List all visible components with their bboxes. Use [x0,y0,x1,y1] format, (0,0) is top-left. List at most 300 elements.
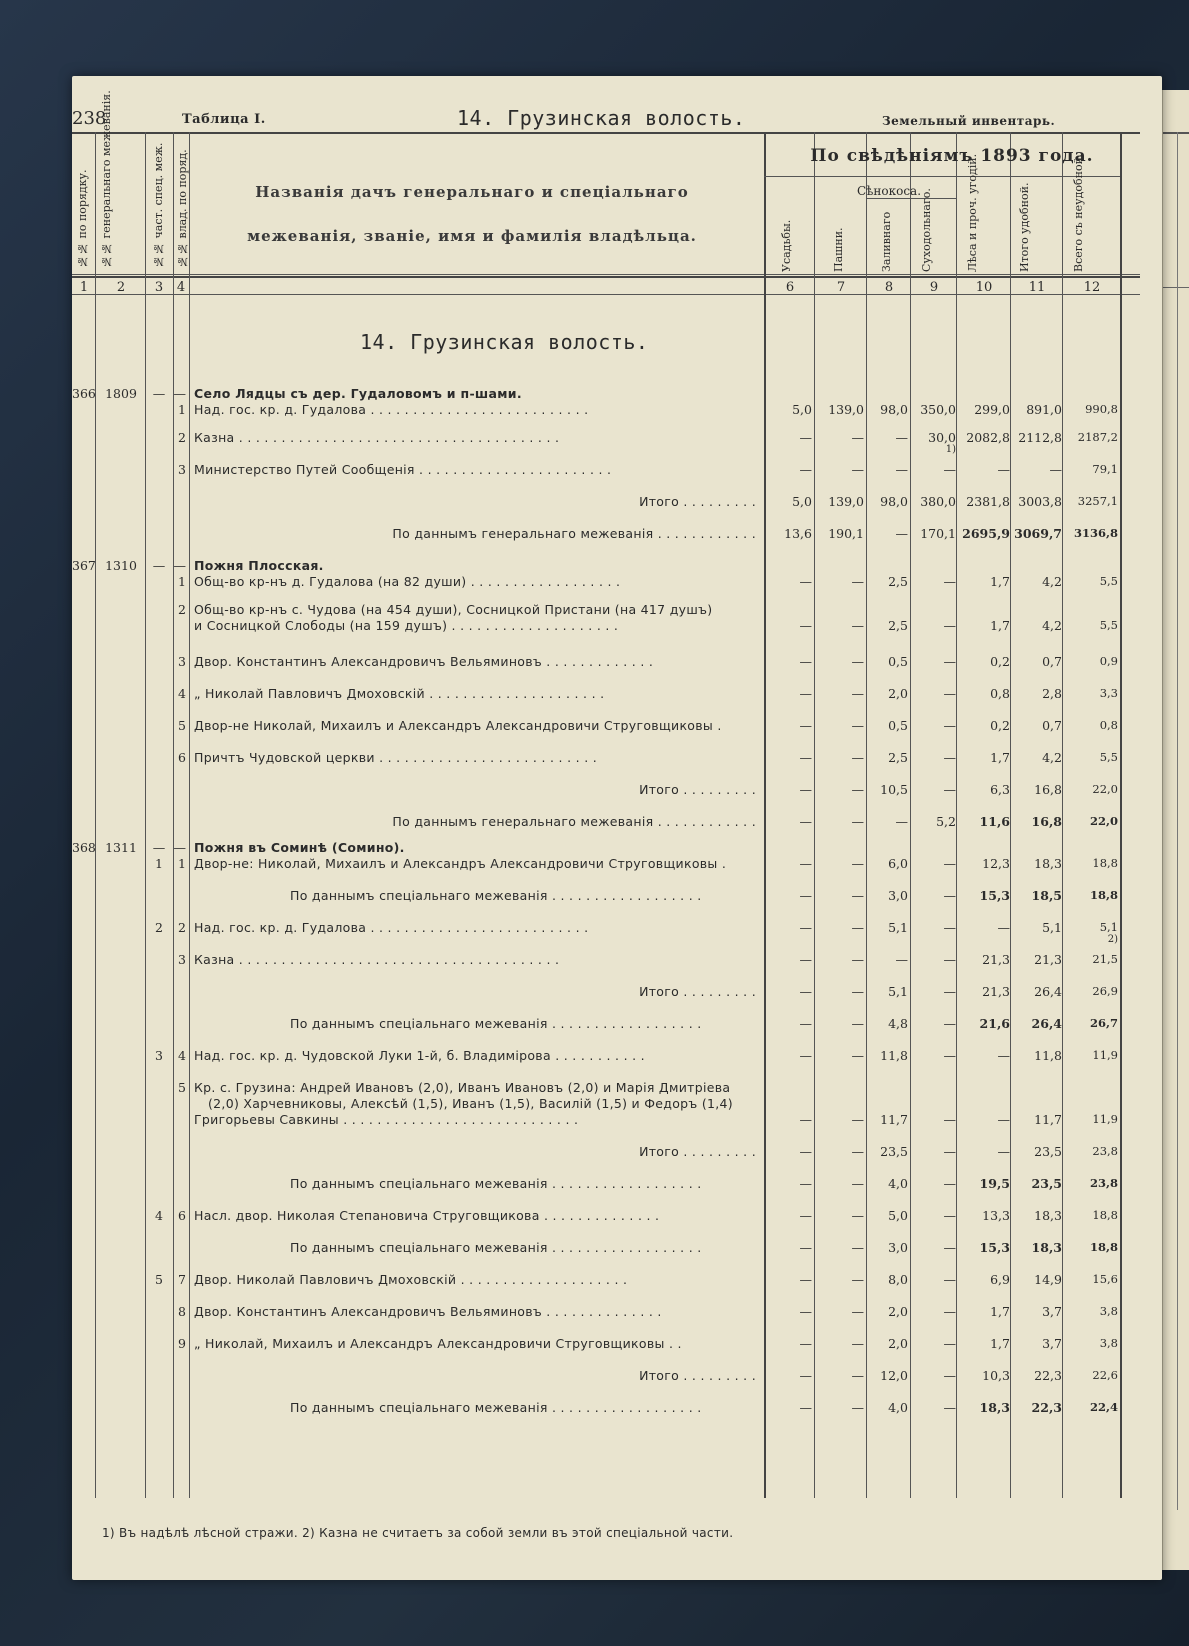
owner-order-cell: 2 [178,430,186,445]
col-dry-hay-header: Суходольнаго. [920,188,933,272]
value-col-11: 18,3 [1031,1240,1062,1255]
value-col-9: — [943,1112,956,1127]
value-col-11: 26,4 [1031,1016,1062,1031]
special-survey-cell: — [152,558,166,573]
value-col-6: — [799,1336,812,1351]
value-col-11: 22,3 [1031,1400,1062,1415]
value-col-12: 5,1 [1099,920,1118,934]
value-col-6: — [799,750,812,765]
value-col-11: 26,4 [1034,984,1062,999]
value-col-11: 3,7 [1042,1304,1062,1319]
value-col-10: 2695,9 [962,526,1010,541]
special-survey-cell: — [152,386,166,401]
value-col-8: — [895,814,908,829]
owner-description: Итого . . . . . . . . . [639,494,756,509]
value-col-7: 139,0 [828,402,864,417]
value-col-8: — [895,952,908,967]
value-col-9: — [943,920,956,935]
value-col-11: 18,3 [1034,856,1062,871]
owner-description: Кр. с. Грузина: Андрей Ивановъ (2,0), Иванъ Ивановъ (2,0) и Марія Дмитріева [194,1080,731,1095]
value-col-7: — [851,920,864,935]
owner-description: По даннымъ спеціальнаго межеванія . . . . . . . . . . . . . . . . . . [290,888,702,903]
value-col-11: 2,8 [1042,686,1062,701]
value-col-8: 10,5 [880,782,908,797]
value-col-6: — [799,888,812,903]
value-col-6: — [799,718,812,733]
value-col-12: 5,5 [1099,618,1118,632]
col-flood-hay-header: Заливнаго [880,211,893,272]
value-col-12: 990,8 [1085,402,1118,416]
value-col-10: 1,7 [990,1304,1010,1319]
value-col-8: 2,5 [888,618,908,633]
value-col-8: 23,5 [880,1144,908,1159]
value-col-7: — [851,462,864,477]
value-col-12: 22,0 [1089,814,1118,828]
value-col-7: — [851,1048,864,1063]
value-col-8: 98,0 [880,402,908,417]
value-col-7: — [851,1016,864,1031]
owner-description: По даннымъ спеціальнаго межеванія . . . . . . . . . . . . . . . . . . [290,1240,702,1255]
value-col-12: 18,8 [1089,888,1118,902]
value-col-10: — [997,920,1010,935]
value-col-7: — [851,1272,864,1287]
owner-order-cell: 1 [178,574,186,589]
value-col-9: — [943,750,956,765]
value-col-8: — [895,462,908,477]
value-col-10: 299,0 [974,402,1010,417]
value-col-9: 170,1 [920,526,956,541]
owner-description: Двор-не: Николай, Михаилъ и Александръ Александровичи Струговщиковы . [194,856,727,871]
value-col-10: 18,3 [979,1400,1010,1415]
value-col-8: 11,8 [880,1048,908,1063]
value-col-9: — [943,574,956,589]
owner-description: Двор. Константинъ Александровичъ Вельяминовъ . . . . . . . . . . . . . [194,654,654,669]
value-col-9: 380,0 [920,494,956,509]
owner-order-cell: — [173,840,186,855]
value-col-8: 2,5 [888,574,908,589]
value-col-12: 79,1 [1092,462,1118,476]
estate-name: Пожня Плосская. [194,558,324,573]
order-cell: 368 [72,840,96,855]
value-col-7: 190,1 [828,526,864,541]
value-col-6: — [799,1400,812,1415]
owner-description: Над. гос. кр. д. Гудалова . . . . . . . . . . . . . . . . . . . . . . . . . . [194,402,589,417]
hay-header: Сѣнокоса. [856,184,922,198]
value-col-9: — [943,1368,956,1383]
value-col-11: 23,5 [1034,1144,1062,1159]
value-col-7: — [851,1208,864,1223]
owner-description-continued: и Сосницкой Слободы (на 159 душъ) . . . . . . . . . . . . . . . . . . . . [194,618,619,633]
value-col-12: 15,6 [1092,1272,1118,1286]
value-col-11: 0,7 [1042,718,1062,733]
col-grand-total-header: Всего съ неудобной. [1072,153,1085,272]
adjacent-page-edge [1160,90,1189,1570]
names-column-header: Названія дачъ генеральнаго и спеціальнаго межеванія, званіе, имя и фамилія владѣльца. [247,183,697,245]
owner-description-continued: Григорьевы Савкины . . . . . . . . . . . . . . . . . . . . . . . . . . . . [194,1112,579,1127]
value-col-6: — [799,984,812,999]
owner-order-cell: 7 [178,1272,186,1287]
general-survey-cell: 1310 [105,558,137,573]
value-col-12: 22,4 [1089,1400,1118,1414]
value-col-7: — [851,1240,864,1255]
value-col-10: — [997,1112,1010,1127]
value-col-10: 1,7 [990,618,1010,633]
value-col-8: 2,0 [888,686,908,701]
value-col-8: 2,0 [888,1304,908,1319]
value-col-9: 30,0 [928,430,956,445]
value-col-11: 18,5 [1031,888,1062,903]
value-col-9: — [943,1272,956,1287]
owner-description: Двор. Константинъ Александровичъ Вельяминовъ . . . . . . . . . . . . . . [194,1304,662,1319]
col-number: 10 [975,280,993,295]
value-col-11: 16,8 [1031,814,1062,829]
value-col-7: — [851,888,864,903]
special-survey-cell: 1 [155,856,163,871]
value-col-10: — [997,1048,1010,1063]
footnote-marker: 2) [1107,934,1118,945]
owner-order-cell: 8 [178,1304,186,1319]
value-col-7: — [851,1368,864,1383]
value-col-6: 5,0 [792,402,812,417]
ledger-page [72,76,1162,1580]
value-col-6: — [799,1240,812,1255]
value-col-11: 16,8 [1034,782,1062,797]
value-col-10: — [997,1144,1010,1159]
owner-description: Итого . . . . . . . . . [639,1368,756,1383]
value-col-6: — [799,1208,812,1223]
value-col-11: 11,8 [1034,1048,1062,1063]
value-col-6: — [799,782,812,797]
value-col-9: — [943,1240,956,1255]
value-col-8: 6,0 [888,856,908,871]
value-col-7: — [851,1144,864,1159]
owner-description: „ Николай, Михаилъ и Александръ Александровичи Струговщиковы . . [194,1336,682,1351]
value-col-12: 11,9 [1092,1112,1118,1126]
owner-order-cell: 6 [178,1208,186,1223]
owner-order-cell: — [173,386,186,401]
col-number: 2 [116,280,126,295]
owner-order-cell: 3 [178,462,186,477]
page-title: 14. Грузинская волость. [457,106,746,130]
col-number: 12 [1083,280,1101,295]
col-owner-order-header: №№ влад. по поряд. [176,149,189,268]
col-number: 7 [836,280,846,295]
value-col-7: — [851,1112,864,1127]
value-col-11: 11,7 [1034,1112,1062,1127]
value-col-6: — [799,1304,812,1319]
value-col-8: 2,5 [888,750,908,765]
value-col-12: 3,3 [1099,686,1118,700]
value-col-8: 3,0 [888,1240,908,1255]
value-col-9: — [943,1048,956,1063]
period-header: По свѣдѣніямъ 1893 года. [810,146,1094,166]
value-col-9: — [943,984,956,999]
value-col-8: 4,0 [888,1176,908,1191]
value-col-6: — [799,1368,812,1383]
general-survey-cell: 1809 [105,386,137,401]
value-col-8: 4,0 [888,1400,908,1415]
value-col-6: — [799,430,812,445]
value-col-11: 23,5 [1031,1176,1062,1191]
value-col-6: — [799,814,812,829]
owner-description: По даннымъ спеціальнаго межеванія . . . . . . . . . . . . . . . . . . [290,1016,702,1031]
value-col-12: 22,0 [1092,782,1118,796]
value-col-10: 2082,8 [966,430,1010,445]
value-col-7: — [851,856,864,871]
owner-description: Общ-во кр-нъ с. Чудова (на 454 души), Сосницкой Пристани (на 417 душъ) [194,602,713,617]
value-col-12: 2187,2 [1077,430,1118,444]
value-col-10: 0,2 [990,654,1010,669]
value-col-9: — [943,1336,956,1351]
owner-order-cell: 1 [178,402,186,417]
owner-order-cell: 3 [178,952,186,967]
value-col-8: 2,0 [888,1336,908,1351]
value-col-11: 22,3 [1034,1368,1062,1383]
value-col-10: 15,3 [979,1240,1010,1255]
footnote: 1) Въ надѣлѣ лѣсной стражи. 2) Казна не считаетъ за собой земли въ этой спеціальной части. [102,1526,734,1540]
owner-description: Двор-не Николай, Михаилъ и Александръ Александровичи Струговщиковы . [194,718,722,733]
value-col-9: — [943,1176,956,1191]
table-label: Таблица I. [182,112,266,127]
value-col-11: — [1049,462,1062,477]
owner-description: По даннымъ генеральнаго межеванія . . . . . . . . . . . . [392,814,756,829]
col-number: 11 [1028,280,1046,295]
owner-order-cell: 1 [178,856,186,871]
value-col-8: 3,0 [888,888,908,903]
owner-description: „ Николай Павловичъ Дмоховскій . . . . . . . . . . . . . . . . . . . . . [194,686,605,701]
value-col-12: 5,5 [1099,574,1118,588]
value-col-10: 1,7 [990,750,1010,765]
value-col-12: 3,8 [1099,1336,1118,1350]
value-col-7: — [851,984,864,999]
owner-description: Итого . . . . . . . . . [639,984,756,999]
value-col-7: — [851,718,864,733]
col-number: 6 [785,280,795,295]
owner-order-cell: 4 [178,686,186,701]
value-col-8: 5,0 [888,1208,908,1223]
value-col-11: 4,2 [1042,618,1062,633]
value-col-11: 18,3 [1034,1208,1062,1223]
value-col-6: — [799,1144,812,1159]
value-col-12: 18,8 [1092,1208,1118,1222]
value-col-6: — [799,574,812,589]
value-col-7: 139,0 [828,494,864,509]
value-col-11: 0,7 [1042,654,1062,669]
value-col-6: 5,0 [792,494,812,509]
value-col-9: — [943,1016,956,1031]
value-col-9: — [943,1400,956,1415]
value-col-11: 14,9 [1034,1272,1062,1287]
col-usable-total-header: Итого удобной. [1018,182,1031,272]
order-cell: 367 [72,558,96,573]
value-col-11: 891,0 [1026,402,1062,417]
value-col-10: 21,6 [979,1016,1010,1031]
value-col-12: 3136,8 [1073,526,1118,540]
value-col-8: 4,8 [888,1016,908,1031]
section-name: Земельный инвентарь. [882,114,1056,128]
value-col-10: 1,7 [990,574,1010,589]
volost-heading: 14. Грузинская волость. [360,330,649,354]
col-number: 4 [176,280,186,295]
col-homestead-header: Усадьбы. [780,219,793,272]
owner-description: Казна . . . . . . . . . . . . . . . . . . . . . . . . . . . . . . . . . . . . . . [194,430,560,445]
value-col-10: 11,6 [979,814,1010,829]
owner-description: Насл. двор. Николая Степановича Струговщикова . . . . . . . . . . . . . . [194,1208,660,1223]
value-col-8: 11,7 [880,1112,908,1127]
col-number: 9 [929,280,939,295]
footnote-marker: 1) [945,444,956,455]
value-col-12: 21,5 [1092,952,1118,966]
owner-description: Министерство Путей Сообщенія . . . . . . . . . . . . . . . . . . . . . . . [194,462,612,477]
value-col-7: — [851,430,864,445]
estate-name: Село Лядцы съ дер. Гудаловомъ и п-шами. [194,386,522,401]
owner-order-cell: 6 [178,750,186,765]
value-col-8: 5,1 [888,984,908,999]
value-col-6: — [799,1272,812,1287]
value-col-12: 3,8 [1099,1304,1118,1318]
value-col-9: — [943,1304,956,1319]
value-col-10: 0,2 [990,718,1010,733]
value-col-12: 0,9 [1099,654,1118,668]
value-col-10: 21,3 [982,984,1010,999]
value-col-8: 8,0 [888,1272,908,1287]
value-col-9: — [943,888,956,903]
value-col-10: — [997,462,1010,477]
value-col-9: — [943,654,956,669]
value-col-7: — [851,574,864,589]
value-col-12: 18,8 [1092,856,1118,870]
page-header [72,106,1132,134]
value-col-10: 19,5 [979,1176,1010,1191]
value-col-6: — [799,654,812,669]
value-col-6: — [799,618,812,633]
owner-description: По даннымъ генеральнаго межеванія . . . . . . . . . . . . [392,526,756,541]
value-col-8: 0,5 [888,654,908,669]
owner-order-cell: — [173,558,186,573]
value-col-9: 350,0 [920,402,956,417]
col-arable-header: Пашни. [832,227,845,272]
owner-description: Двор. Николай Павловичъ Дмоховскій . . . . . . . . . . . . . . . . . . . . [194,1272,628,1287]
value-col-10: 2381,8 [966,494,1010,509]
value-col-6: — [799,952,812,967]
value-col-12: 18,8 [1089,1240,1118,1254]
owner-description: Над. гос. кр. д. Гудалова . . . . . . . . . . . . . . . . . . . . . . . . . . [194,920,589,935]
owner-order-cell: 5 [178,1080,186,1095]
value-col-12: 23,8 [1092,1144,1118,1158]
value-col-6: — [799,686,812,701]
value-col-9: — [943,952,956,967]
owner-description: Над. гос. кр. д. Чудовской Луки 1-й, б. Владимірова . . . . . . . . . . . [194,1048,645,1063]
owner-order-cell: 2 [178,920,186,935]
value-col-8: 12,0 [880,1368,908,1383]
value-col-10: 12,3 [982,856,1010,871]
col-number: 3 [154,280,164,295]
value-col-6: — [799,920,812,935]
value-col-9: — [943,782,956,797]
col-special-survey-header: №№ част. спец. меж. [152,142,165,268]
value-col-10: 1,7 [990,1336,1010,1351]
value-col-11: 3,7 [1042,1336,1062,1351]
value-col-7: — [851,686,864,701]
col-number: 1 [79,280,89,295]
value-col-9: — [943,856,956,871]
value-col-9: — [943,1144,956,1159]
estate-name: Пожня въ Соминѣ (Сомино). [194,840,405,855]
value-col-11: 3069,7 [1014,526,1062,541]
value-col-9: — [943,1208,956,1223]
owner-description: По даннымъ спеціальнаго межеванія . . . . . . . . . . . . . . . . . . [290,1400,702,1415]
value-col-9: — [943,718,956,733]
special-survey-cell: 2 [155,920,163,935]
value-col-9: 5,2 [936,814,956,829]
value-col-12: 0,8 [1099,718,1118,732]
owner-order-cell: 4 [178,1048,186,1063]
general-survey-cell: 1311 [105,840,137,855]
value-col-7: — [851,1336,864,1351]
value-col-7: — [851,1304,864,1319]
value-col-8: 5,1 [888,920,908,935]
value-col-7: — [851,750,864,765]
col-general-survey-header: №№ генеральнаго межеванія. [100,90,113,268]
owner-description: По даннымъ спеціальнаго межеванія . . . . . . . . . . . . . . . . . . [290,1176,702,1191]
value-col-8: 98,0 [880,494,908,509]
col-forest-header: Лѣса и проч. угодій. [966,153,979,272]
owner-description: Итого . . . . . . . . . [639,1144,756,1159]
value-col-12: 11,9 [1092,1048,1118,1062]
value-col-11: 5,1 [1042,920,1062,935]
value-col-12: 22,6 [1092,1368,1118,1382]
value-col-11: 2112,8 [1018,430,1062,445]
value-col-10: 21,3 [982,952,1010,967]
col-order-header: №№ по порядку. [76,169,89,268]
owner-description: Общ-во кр-нъ д. Гудалова (на 82 души) . . . . . . . . . . . . . . . . . . [194,574,621,589]
value-col-12: 26,9 [1092,984,1118,998]
owner-description: Итого . . . . . . . . . [639,782,756,797]
value-col-12: 26,7 [1089,1016,1118,1030]
value-col-6: — [799,462,812,477]
value-col-11: 4,2 [1042,750,1062,765]
value-col-11: 3003,8 [1018,494,1062,509]
value-col-12: 5,5 [1099,750,1118,764]
value-col-7: — [851,952,864,967]
owner-description: Причтъ Чудовской церкви . . . . . . . . . . . . . . . . . . . . . . . . . . [194,750,598,765]
special-survey-cell: 5 [155,1272,163,1287]
special-survey-cell: 3 [155,1048,163,1063]
value-col-10: 13,3 [982,1208,1010,1223]
value-col-6: — [799,1016,812,1031]
value-col-6: — [799,856,812,871]
value-col-7: — [851,1400,864,1415]
value-col-10: 0,8 [990,686,1010,701]
value-col-7: — [851,654,864,669]
special-survey-cell: — [152,840,166,855]
order-cell: 366 [72,386,96,401]
value-col-8: — [895,526,908,541]
value-col-8: — [895,430,908,445]
value-col-8: 0,5 [888,718,908,733]
value-col-9: — [943,462,956,477]
owner-order-cell: 2 [178,602,186,617]
value-col-12: 3257,1 [1077,494,1118,508]
owner-order-cell: 5 [178,718,186,733]
value-col-7: — [851,1176,864,1191]
value-col-6: — [799,1176,812,1191]
owner-description: Казна . . . . . . . . . . . . . . . . . . . . . . . . . . . . . . . . . . . . . . [194,952,560,967]
value-col-9: — [943,618,956,633]
owner-order-cell: 9 [178,1336,186,1351]
value-col-6: — [799,1112,812,1127]
value-col-6: 13,6 [784,526,812,541]
